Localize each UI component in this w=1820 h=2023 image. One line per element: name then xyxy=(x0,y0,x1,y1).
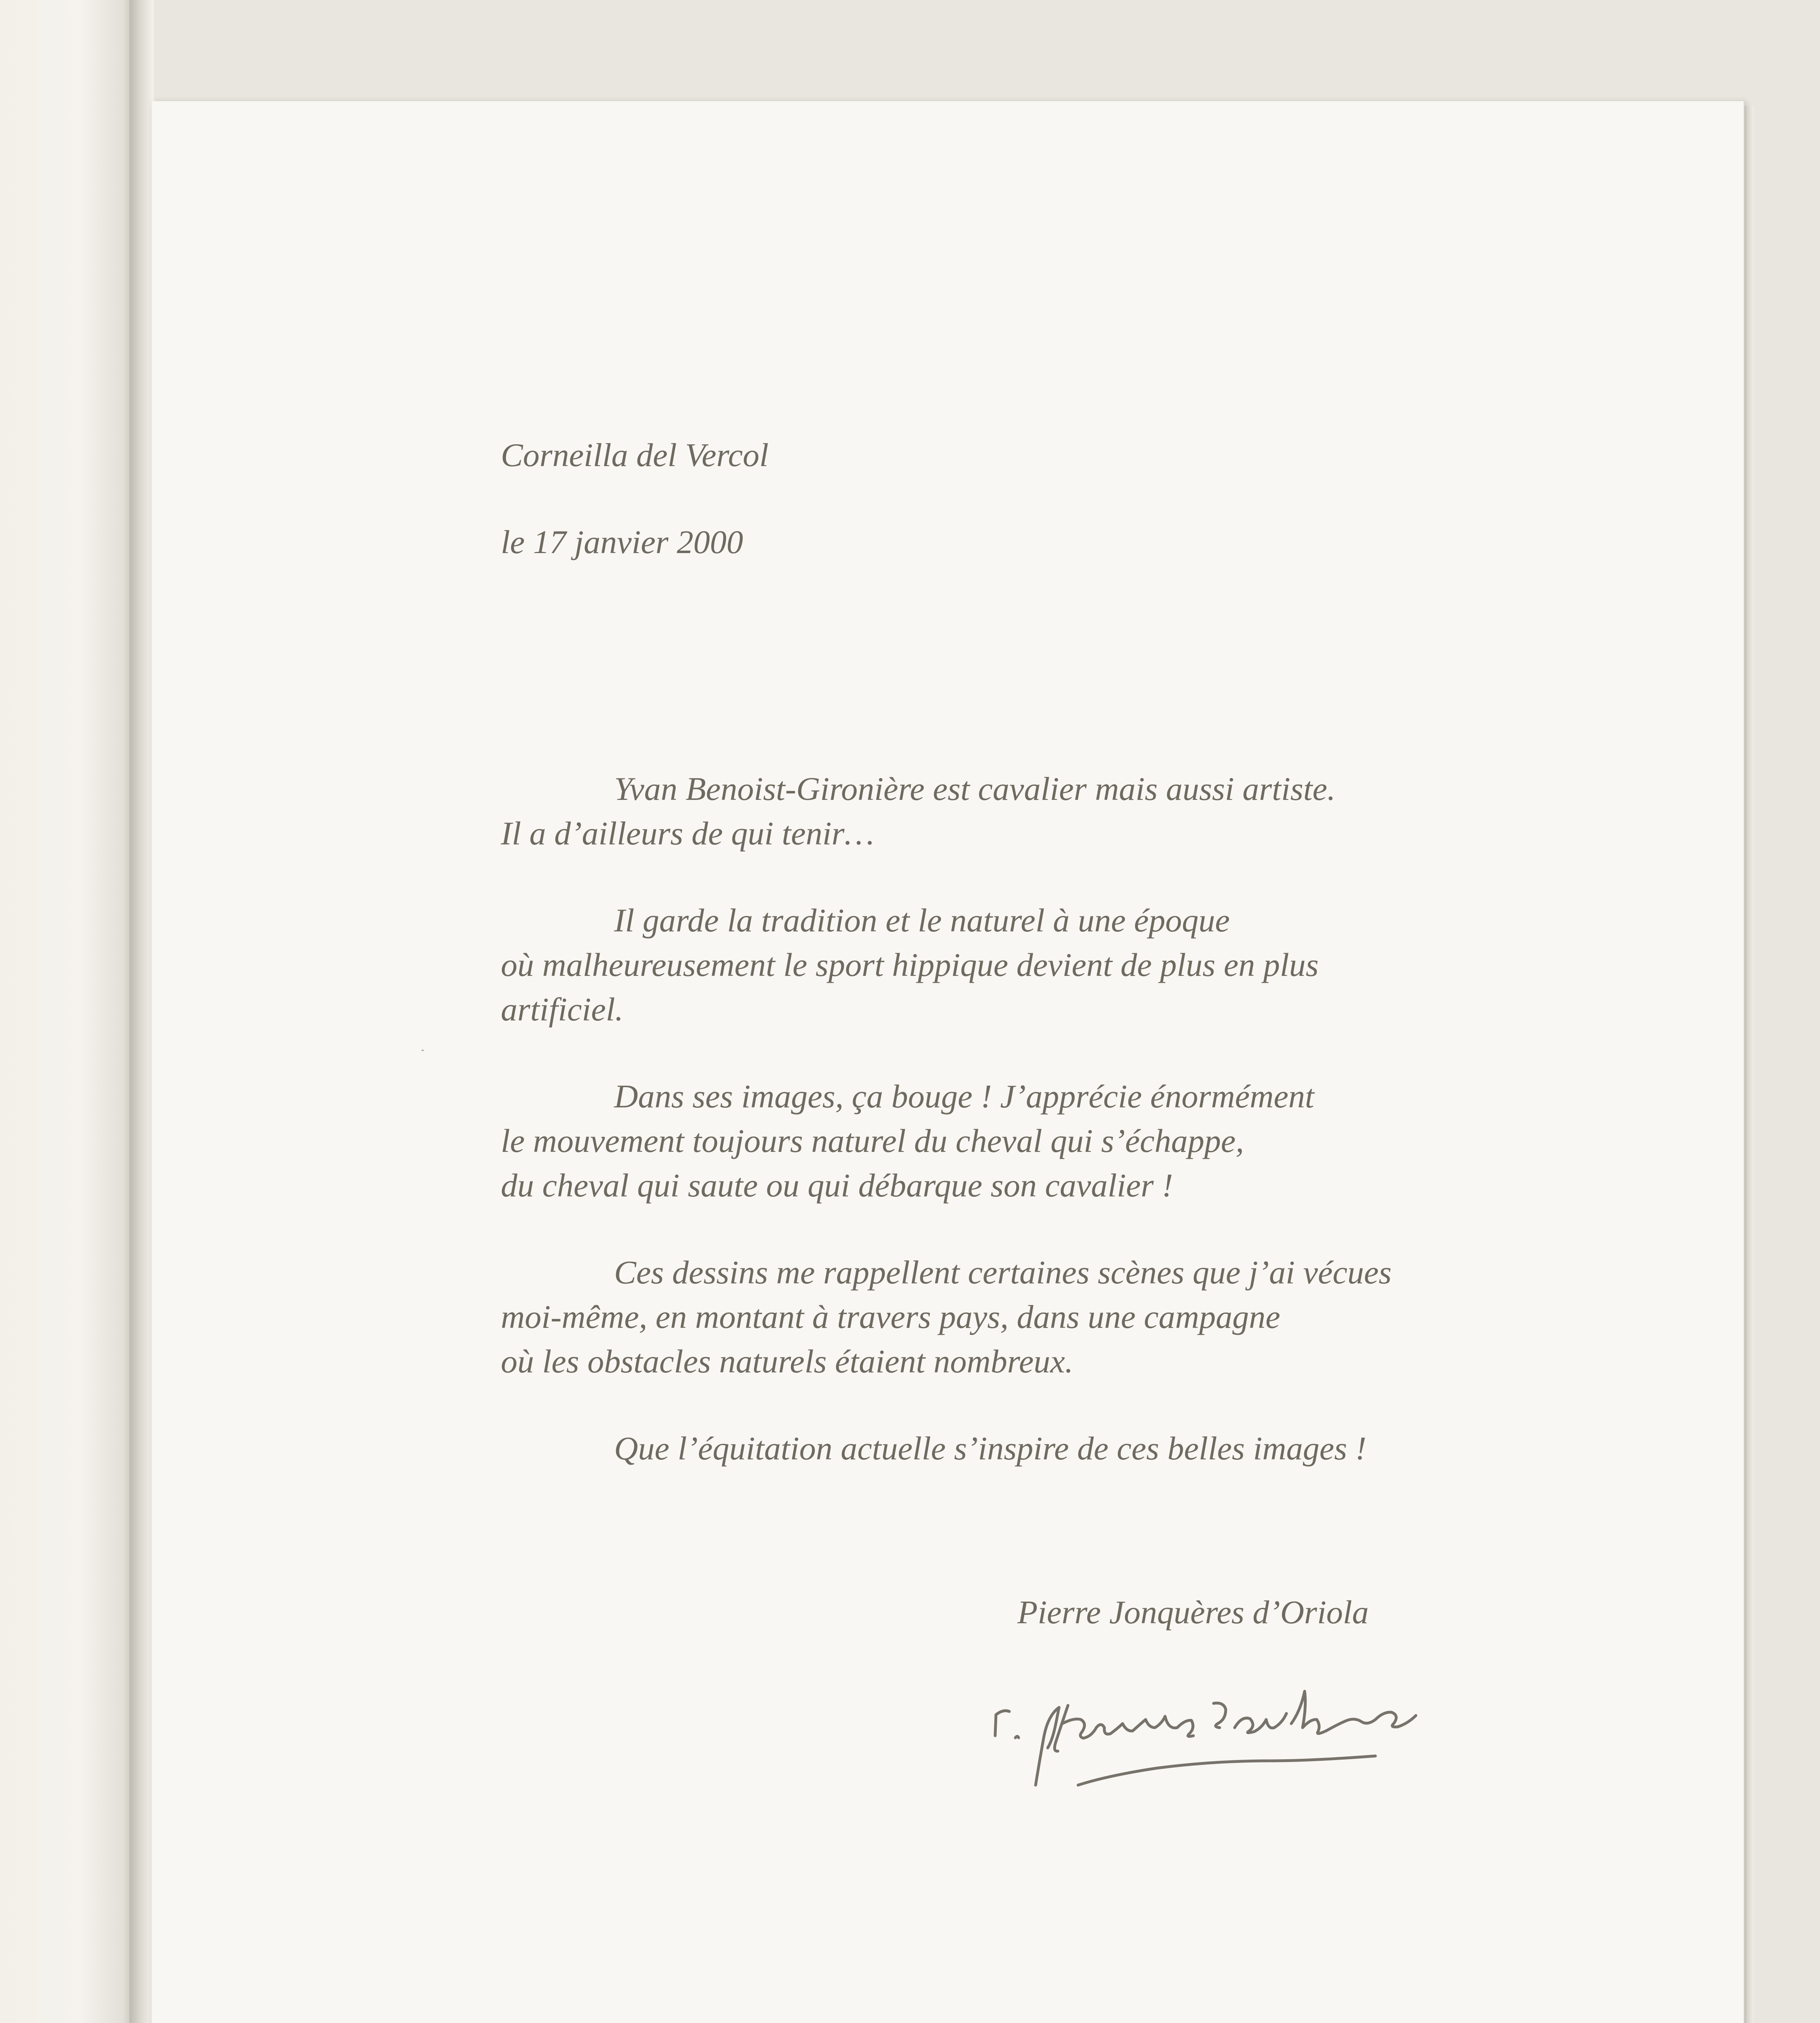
page-edge xyxy=(1744,106,1754,2023)
paragraph-line: où les obstacles naturels étaient nombreux. xyxy=(501,1343,1074,1380)
paragraph-line: du cheval qui saute ou qui débarque son cavalier ! xyxy=(501,1167,1173,1204)
paragraph-line: artificiel. xyxy=(501,991,623,1028)
left-page xyxy=(0,0,133,2023)
paragraph-line: Il garde la tradition et le naturel à une époque xyxy=(614,902,1230,939)
letter-header xyxy=(501,433,769,607)
paper-speck xyxy=(422,1050,424,1051)
paragraph-4 xyxy=(501,1250,1392,1384)
paragraph-1 xyxy=(501,767,1392,856)
letter-body xyxy=(501,767,1392,1513)
book-gutter xyxy=(129,0,154,2023)
paragraph-3 xyxy=(501,1074,1392,1208)
paragraph-line: le mouvement toujours naturel du cheval qui s’échappe, xyxy=(501,1122,1244,1159)
letter-date: le 17 janvier 2000 xyxy=(501,524,743,560)
paragraph-line: Yvan Benoist-Gironière est cavalier mais aussi artiste. xyxy=(614,770,1336,807)
paragraph-line: moi-même, en montant à travers pays, dans une campagne xyxy=(501,1298,1280,1335)
author-name: Pierre Jonquères d’Oriola xyxy=(1017,1594,1369,1631)
handwritten-signature xyxy=(987,1667,1440,1788)
paragraph-2 xyxy=(501,898,1392,1032)
paragraph-line: où malheureusement le sport hippique devient de plus en plus xyxy=(501,946,1319,983)
paragraph-line: Que l’équitation actuelle s’inspire de ces belles images ! xyxy=(614,1430,1367,1467)
letter-place: Corneilla del Vercol xyxy=(501,437,769,473)
paragraph-line: Il a d’ailleurs de qui tenir… xyxy=(501,815,874,852)
paragraph-5 xyxy=(501,1426,1392,1471)
paragraph-line: Ces dessins me rappellent certaines scènes que j’ai vécues xyxy=(614,1254,1392,1291)
signature-block xyxy=(1017,1590,1369,1635)
paragraph-line: Dans ses images, ça bouge ! J’apprécie énormément xyxy=(614,1078,1314,1115)
